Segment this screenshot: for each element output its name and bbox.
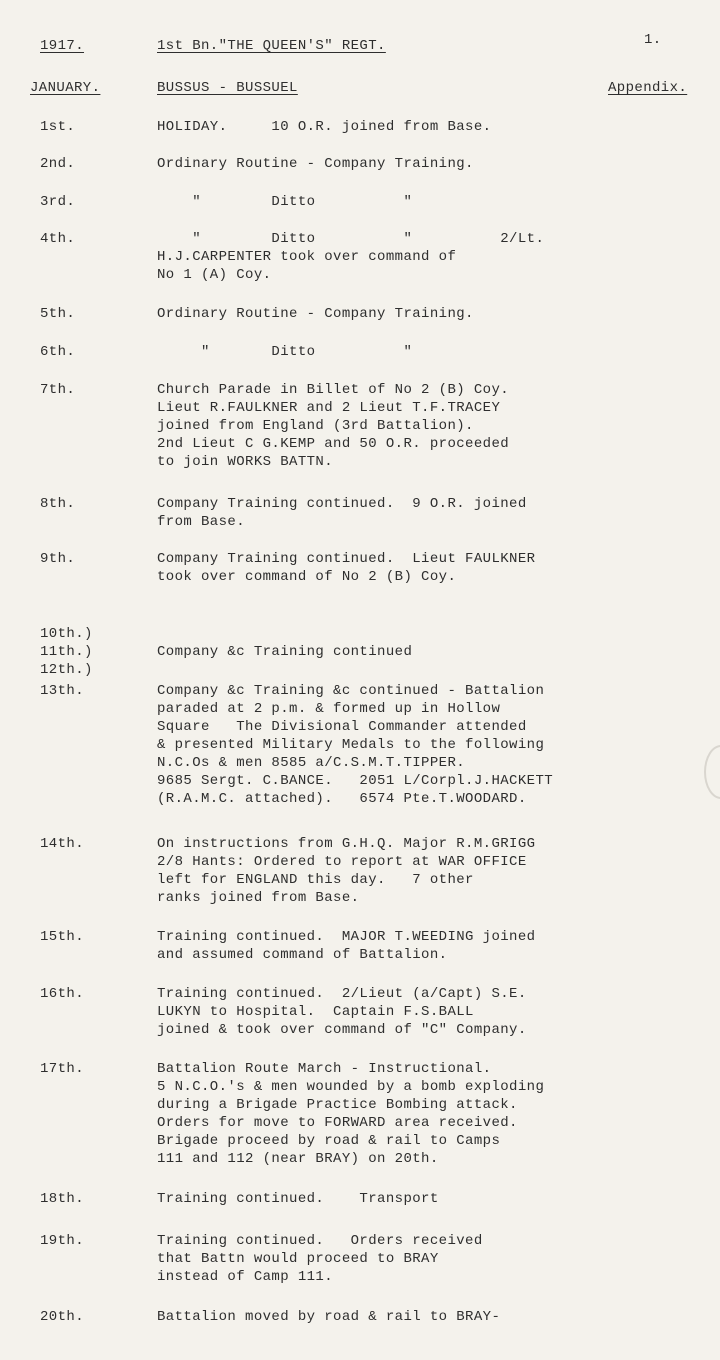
entry-line: N.C.Os & men 8585 a/C.S.M.T.TIPPER. <box>157 755 466 771</box>
entry-line: Orders for move to FORWARD area received. <box>157 1115 518 1131</box>
entry-text <box>157 835 535 907</box>
entry-line: Company Training continued. Lieut FAULKNER <box>157 551 536 567</box>
entry-line: Training continued. 2/Lieut (a/Capt) S.E. <box>157 986 527 1002</box>
entry-line: Brigade proceed by road & rail to Camps <box>157 1133 501 1149</box>
entry-line: 2/8 Hants: Ordered to report at WAR OFFICE <box>157 854 527 870</box>
entry-line: instead of Camp 111. <box>157 1269 334 1285</box>
entry-text <box>157 343 412 361</box>
entry-line: HOLIDAY. 10 O.R. joined from Base. <box>157 119 492 135</box>
entry-line: 2nd Lieut C G.KEMP and 50 O.R. proceeded <box>157 436 510 452</box>
entry-text <box>157 1190 439 1208</box>
entry-text <box>157 682 553 808</box>
entry-date: 15th. <box>40 929 85 945</box>
entry-line: took over command of No 2 (B) Coy. <box>157 569 457 585</box>
entry-date: 13th. <box>40 683 85 699</box>
entry-date: 8th. <box>40 496 76 512</box>
entry-line: from Base. <box>157 514 246 530</box>
entry-text <box>157 495 527 531</box>
entry-line: 5 N.C.O.'s & men wounded by a bomb exploding <box>157 1079 545 1095</box>
entry-line: H.J.CARPENTER took over command of <box>157 249 457 265</box>
entry-line: left for ENGLAND this day. 7 other <box>157 872 474 888</box>
entry-line: Company &c Training continued <box>157 644 413 660</box>
entry-line: to join WORKS BATTN. <box>157 454 334 470</box>
entry-line: " Ditto " 2/Lt. <box>157 231 545 247</box>
entry-date: 6th. <box>40 344 76 360</box>
entry-line: ranks joined from Base. <box>157 890 360 906</box>
entry-line <box>157 661 412 679</box>
entry-line: Square The Divisional Commander attended <box>157 719 527 735</box>
entry-line: " Ditto " <box>157 194 413 210</box>
entry-text <box>157 118 491 136</box>
entry-line <box>157 625 412 643</box>
entry-line: No 1 (A) Coy. <box>157 267 272 283</box>
entry-date: 7th. <box>40 382 76 398</box>
entry-text <box>157 985 527 1039</box>
entry-line: paraded at 2 p.m. & formed up in Hollow <box>157 701 501 717</box>
entry-line: joined from England (3rd Battalion). <box>157 418 474 434</box>
entry-date: 1st. <box>40 119 76 135</box>
entry-line: during a Brigade Practice Bombing attack. <box>157 1097 518 1113</box>
entry-line: Battalion Route March - Instructional. <box>157 1061 492 1077</box>
entry-text <box>157 928 535 964</box>
entry-text <box>157 155 474 173</box>
entry-line: Training continued. MAJOR T.WEEDING joined <box>157 929 536 945</box>
entry-line: Ordinary Routine - Company Training. <box>157 306 474 322</box>
header-month: JANUARY. <box>30 80 101 96</box>
margin-stamp-mark <box>704 745 720 799</box>
entry-line: Church Parade in Billet of No 2 (B) Coy. <box>157 382 510 398</box>
entry-line: LUKYN to Hospital. Captain F.S.BALL <box>157 1004 474 1020</box>
entry-line: Lieut R.FAULKNER and 2 Lieut T.F.TRACEY <box>157 400 501 416</box>
entry-date: 9th. <box>40 551 76 567</box>
entry-date: 19th. <box>40 1233 85 1249</box>
entry-line: On instructions from G.H.Q. Major R.M.GRIGG <box>157 836 536 852</box>
entry-text <box>157 305 474 323</box>
entry-text <box>157 550 535 586</box>
entry-line: 9685 Sergt. C.BANCE. 2051 L/Corpl.J.HACKETT <box>157 773 554 789</box>
header-appendix: Appendix. <box>608 80 688 96</box>
entry-date: 2nd. <box>40 156 76 172</box>
entry-text <box>157 1060 544 1168</box>
page-number: 1. <box>644 32 662 48</box>
entry-date: 14th. <box>40 836 85 852</box>
entry-line: 111 and 112 (near BRAY) on 20th. <box>157 1151 439 1167</box>
header-unit: 1st Bn."THE QUEEN'S" REGT. <box>157 38 386 54</box>
entry-text <box>157 381 509 471</box>
entry-date: 20th. <box>40 1309 85 1325</box>
entry-line: Battalion moved by road & rail to BRAY- <box>157 1309 501 1325</box>
entry-line: (R.A.M.C. attached). 6574 Pte.T.WOODARD. <box>157 791 527 807</box>
entry-date: 18th. <box>40 1191 85 1207</box>
entry-line: Ordinary Routine - Company Training. <box>157 156 474 172</box>
entry-line: Company Training continued. 9 O.R. joined <box>157 496 527 512</box>
entry-date: 16th. <box>40 986 85 1002</box>
header-place: BUSSUS - BUSSUEL <box>157 80 298 96</box>
entry-line: that Battn would proceed to BRAY <box>157 1251 439 1267</box>
entry-text <box>157 230 544 284</box>
entry-line: Company &c Training &c continued - Battalion <box>157 683 545 699</box>
entry-text <box>157 193 412 211</box>
entry-line: Training continued. Orders received <box>157 1233 483 1249</box>
entry-text <box>157 625 412 679</box>
entry-text <box>157 1232 483 1286</box>
entry-line: Training continued. Transport <box>157 1191 439 1207</box>
entry-text <box>157 1308 500 1326</box>
entry-line: & presented Military Medals to the following <box>157 737 545 753</box>
header-year: 1917. <box>40 38 85 54</box>
entry-line: joined & took over command of "C" Company. <box>157 1022 527 1038</box>
entry-date: 5th. <box>40 306 76 322</box>
entry-date: 3rd. <box>40 194 76 210</box>
entry-date: 10th.) 11th.) 12th.) <box>40 626 93 678</box>
entry-line: " Ditto " <box>157 344 413 360</box>
entry-date: 4th. <box>40 231 76 247</box>
entry-date: 17th. <box>40 1061 85 1077</box>
entry-line: and assumed command of Battalion. <box>157 947 448 963</box>
